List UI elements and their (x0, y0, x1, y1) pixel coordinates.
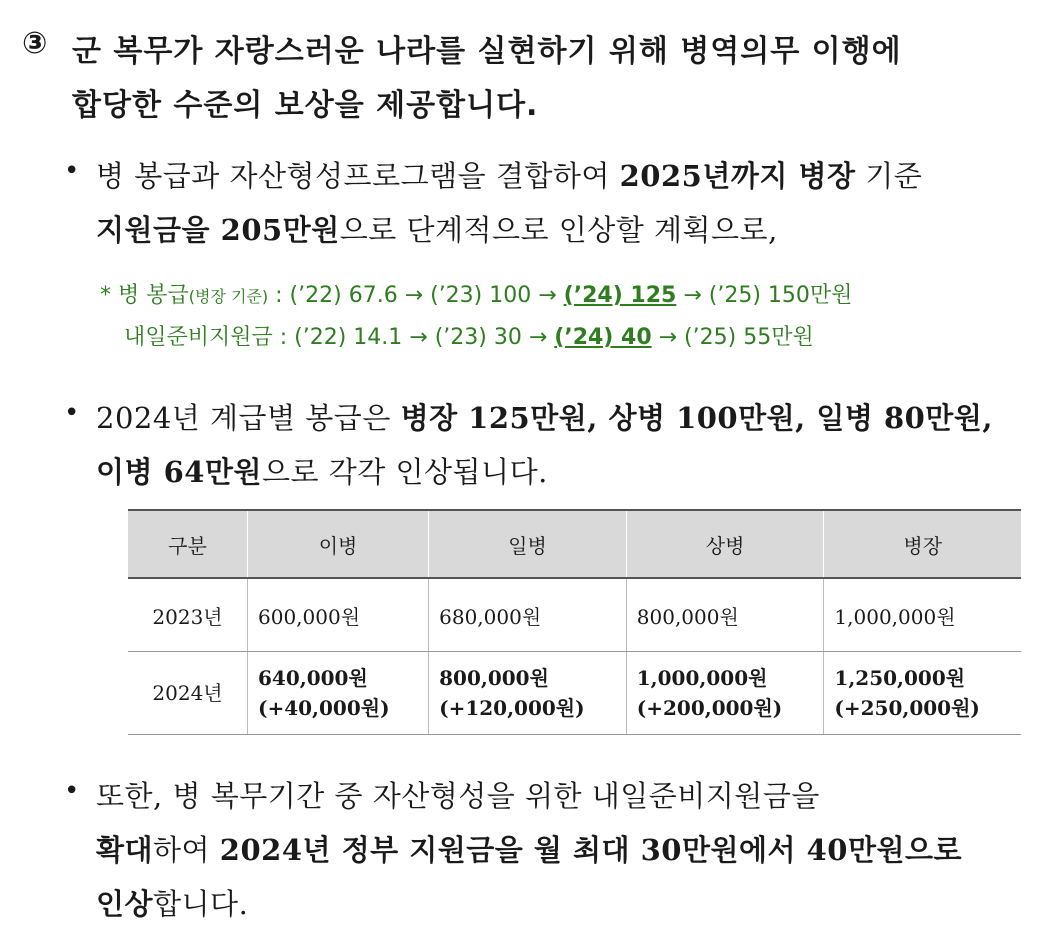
paragraph-1-line-1: 병 봉급과 자산형성프로그램을 결합하여 2025년까지 병장 기준 (96, 159, 923, 193)
section-marker: ③ (22, 26, 49, 61)
paragraph-2-line-2: 이병 64만원으로 각각 인상됩니다. (96, 455, 548, 489)
table-row (128, 652, 1021, 735)
cell-value: 600,000원 (248, 578, 429, 652)
row-label: 2024년 (128, 652, 248, 735)
note-row-fund: 내일준비지원금 : (’22) 14.1 → (’23) 30 → (’24) 40 → (’25) 55만원 (124, 325, 814, 350)
cell-value: 1,000,000원 (824, 578, 1021, 652)
cell-value: 800,000원 (626, 578, 824, 652)
paragraph-3-line-2: 확대하여 2024년 정부 지원금을 월 최대 30만원에서 40만원으로 (96, 833, 963, 867)
paragraph-3-line-3: 인상합니다. (96, 887, 249, 921)
cell-value: 680,000원 (429, 578, 627, 652)
bullet-2: • (64, 398, 80, 428)
row-label: 2023년 (128, 578, 248, 652)
bullet-1: • (64, 156, 80, 186)
cell-value: 800,000원 (+120,000원) (429, 652, 627, 735)
table-header-row (128, 510, 1021, 578)
paragraph-3-line-1: 또한, 병 복무기간 중 자산형성을 위한 내일준비지원금을 (96, 779, 820, 813)
bullet-3: • (64, 776, 80, 806)
cell-value: 1,000,000원 (+200,000원) (626, 652, 824, 735)
paragraph-1-line-2: 지원금을 205만원으로 단계적으로 인상할 계획으로, (96, 213, 778, 247)
section-heading-line-1: 군 복무가 자랑스러운 나라를 실현하기 위해 병역의무 이행에 (72, 34, 902, 69)
pay-table (128, 509, 1021, 735)
section-heading-line-2: 합당한 수준의 보상을 제공합니다. (72, 88, 539, 123)
paragraph-2-line-1: 2024년 계급별 봉급은 병장 125만원, 상병 100만원, 일병 80만원, (96, 401, 993, 435)
note-row-pay: * 병 봉급(병장 기준) : (’22) 67.6 → (’23) 100 → (’24) 125 → (’25) 150만원 (100, 283, 853, 308)
cell-value: 1,250,000원 (+250,000원) (824, 652, 1021, 735)
header-private: 이병 (248, 510, 429, 578)
header-corporal: 상병 (626, 510, 824, 578)
table-row (128, 578, 1021, 652)
header-sergeant: 병장 (824, 510, 1021, 578)
header-private-first-class: 일병 (429, 510, 627, 578)
header-category: 구분 (128, 510, 248, 578)
cell-value: 640,000원 (+40,000원) (248, 652, 429, 735)
